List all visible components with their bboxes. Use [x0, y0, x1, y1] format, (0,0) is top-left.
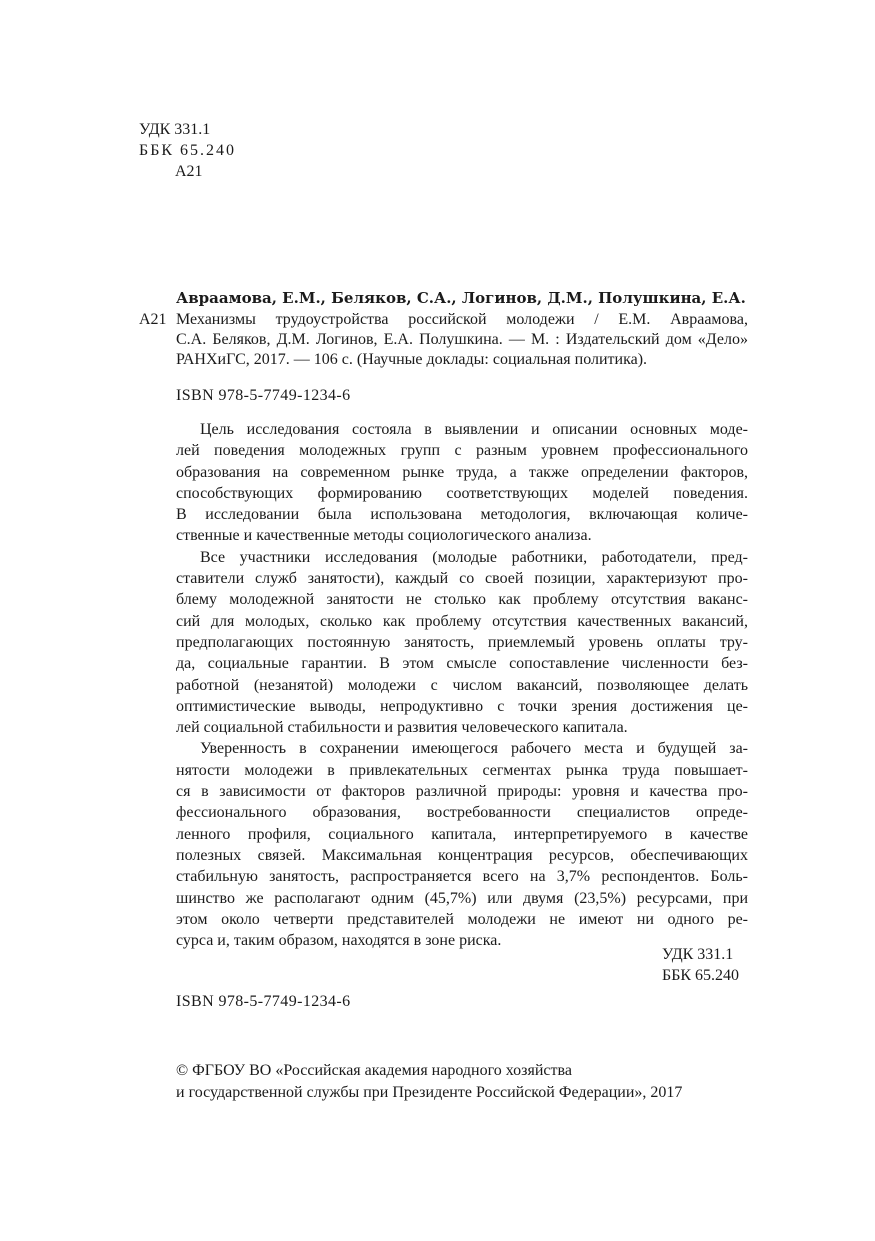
bottom-classification-codes	[662, 944, 739, 986]
authors-heading: Авраамова, Е.М., Беляков, С.А., Логинов, Д.М., Полушкина, Е.А.	[176, 289, 746, 307]
copyright-notice	[176, 1060, 682, 1104]
abstract-line: образования на современном рынке труда, а также определении факторов,	[176, 463, 748, 481]
abstract-line: полезных связей. Максимальная концентрация ресурсов, обеспечивающих	[176, 846, 748, 864]
bbk-code: ББК 65.240	[139, 142, 237, 159]
abstract-line: В исследовании была использована методология, включающая количе-	[176, 506, 748, 524]
abstract-line: блему молодежной занятости не столько как проблему отсутствия ваканс-	[176, 591, 748, 609]
author-mark: А21	[175, 163, 203, 180]
abstract-paragraph	[176, 419, 748, 547]
abstract-line: Цель исследования состояла в выявлении и описании основных моде-	[200, 421, 748, 438]
abstract-line: лей поведения молодежных групп с разным уровнем профессионального	[176, 442, 748, 460]
biblio-line: Механизмы трудоустройства российской молодежи / Е.М. Авраамова,	[176, 311, 748, 328]
author-mark-side: А21	[139, 311, 167, 328]
abstract-line: стабильную занятость, распространяется всего на 3,7% респондентов. Боль-	[176, 868, 748, 886]
abstract-line: шинство же располагают одним (45,7%) или двумя (23,5%) ресурсами, при	[176, 889, 748, 907]
abstract-line: ственные и качественные методы социологического анализа.	[176, 527, 592, 545]
abstract-line: оптимистические выводы, непродуктивно с точки зрения достижения це-	[176, 697, 748, 715]
abstract-line: сий для молодых, сколько как проблему отсутствия качественных вакансий,	[176, 612, 748, 630]
copyright-line: © ФГБОУ ВО «Российская академия народного хозяйства	[176, 1062, 572, 1079]
udk-code: УДК 331.1	[139, 121, 211, 138]
abstract-line: лей социальной стабильности и развития человеческого капитала.	[176, 719, 628, 737]
abstract	[176, 419, 748, 951]
abstract-paragraph	[176, 547, 748, 739]
bibliographic-description	[176, 310, 748, 370]
abstract-line: сурса и, таким образом, находятся в зоне риска.	[176, 932, 502, 950]
isbn: ISBN 978-5-7749-1234-6	[176, 387, 351, 404]
udk-code-bottom: УДК 331.1	[662, 946, 734, 963]
abstract-line: этом около четверти представителей молодежи не имеют ни одного ре-	[176, 910, 748, 928]
top-classification-codes	[139, 119, 236, 182]
abstract-line: да, социальные гарантии. В этом смысле сопоставление численности без-	[176, 655, 748, 673]
abstract-line: работной (незанятой) молодежи с числом вакансий, позволяющее делать	[176, 676, 748, 694]
abstract-line: ленного профиля, социального капитала, интерпретируемого в качестве	[176, 825, 748, 843]
abstract-line: предполагающих постоянную занятость, приемлемый уровень оплаты тру-	[176, 633, 748, 651]
abstract-line: ставители служб занятости), каждый со своей позиции, характеризуют про-	[176, 570, 748, 588]
biblio-line: С.А. Беляков, Д.М. Логинов, Е.А. Полушкина. — М. : Издательский дом «Дело»	[176, 331, 748, 348]
copyright-line: и государственной службы при Президенте Российской Федерации», 2017	[176, 1084, 683, 1101]
abstract-line: ся в зависимости от факторов различной природы: уровня и качества про-	[176, 783, 748, 801]
abstract-line: Все участники исследования (молодые работники, работодатели, пред-	[200, 548, 748, 566]
abstract-paragraph	[176, 738, 748, 951]
abstract-line: способствующих формированию соответствующих моделей поведения.	[176, 484, 748, 502]
abstract-line: Уверенность в сохранении имеющегося рабочего места и будущей за-	[200, 740, 748, 758]
abstract-line: нятости молодежи в привлекательных сегментах рынка труда повышает-	[176, 761, 748, 779]
isbn-bottom: ISBN 978-5-7749-1234-6	[176, 993, 351, 1010]
abstract-line: фессионального образования, востребованности специалистов опреде-	[176, 804, 748, 822]
bbk-code-bottom: ББК 65.240	[662, 967, 740, 984]
biblio-line: РАНХиГС, 2017. — 106 с. (Научные доклады: социальная политика).	[176, 351, 648, 368]
